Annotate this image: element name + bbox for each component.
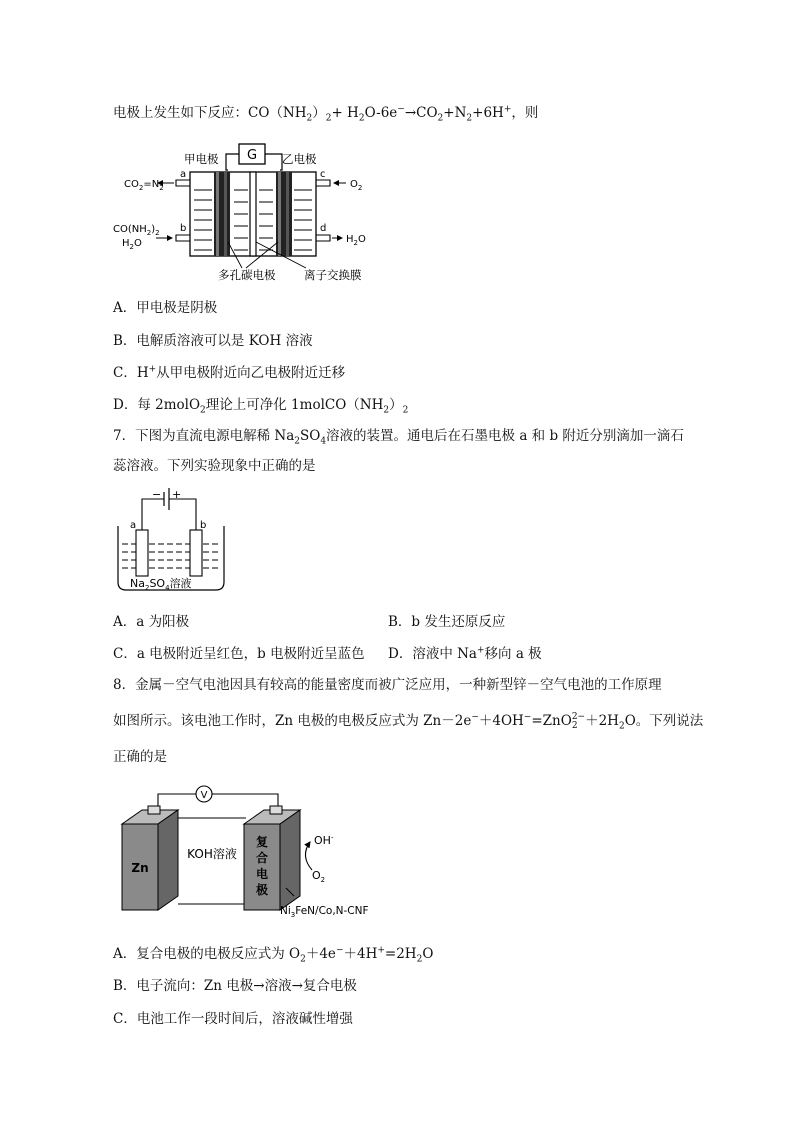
q6-stem-text: + H [331,105,359,121]
ion-exchange-membrane [250,172,256,256]
sub: 2 [294,436,300,447]
electrode-a-label: a [130,520,137,531]
galvanometer-label: G [246,148,258,163]
q6-option-b: B．电解质溶液可以是 KOH 溶液 [113,333,313,349]
composite-block-side [280,810,300,910]
sub: 2 [306,113,313,124]
q6-stem-text: 电极上发生如下反应：CO（NH [113,105,307,121]
q6-stem [113,103,538,123]
electrode-b-label: b [200,520,207,531]
q7-stem-line2: 蕊溶液。下列实验现象中正确的是 [113,458,316,474]
composite-label-char: 电 [255,867,269,881]
q6-option-d-text: D．每 2molO [113,397,201,413]
sub: 2 [383,405,390,416]
port-a-label: a [180,169,187,180]
sup: − [471,712,479,723]
sup: − [523,712,532,723]
port-c [316,180,330,186]
port-c-label: c [320,169,326,180]
circuit-wire [158,794,278,808]
hydroxide-label: OH- [314,834,334,847]
q6-option-d [113,395,408,415]
zn-label: Zn [131,861,149,875]
q6-option-d-text: 理论上可净化 1molCO（NH [205,397,384,413]
q8-option-a-text: ＋4H [343,946,378,962]
q8-option-a-text: A．复合电极的电极反应式为 O [113,946,301,962]
electrode-a [136,530,148,576]
sup: + [148,364,157,375]
co2-n2-label: $CO_2=N_2$ [124,179,164,192]
q8-stem-text: =ZnO [531,713,572,729]
jia-electrode-label: 甲电极 [184,152,219,166]
q6-stem-text: O-6e [364,105,398,121]
composite-label-char: 合 [255,851,269,865]
q7-stem-line1 [113,426,684,446]
q8-stem-text: ＋4OH [478,713,524,729]
q8-stem-line1: 8．金属－空气电池因具有较高的能量密度而被广泛应用，一种新型锌－空气电池的工作原理 [113,677,662,693]
q8-stem-line3: 正确的是 [113,749,167,765]
voltmeter-label: V [200,790,208,801]
sub: 2 [466,113,473,124]
sub: 2 [618,721,625,732]
sub: 2 [325,113,332,124]
q7-stem-text: 7．下图为直流电源电解稀 Na [113,428,295,444]
q6-option-c-text: C．H [113,365,149,381]
q6-stem-text: ，则 [511,105,539,121]
sup: 2− [571,711,586,722]
catalyst-label: $Ni_3FeN/Co,N$-CNF [280,905,369,919]
zincate-scripts [572,713,585,731]
sub: 2 [402,405,409,416]
q6-stem-text: →CO [404,105,438,121]
reaction-arrow [305,842,312,870]
q8-option-a-text: ＋4e [305,946,336,962]
composite-label-char: 复 [255,835,269,849]
q7-stem-text: 溶液的装置。通电后在石墨电极 a 和 b 附近分别滴加一滴石 [326,428,684,444]
port-b-label: b [180,223,187,234]
sup: − [335,945,344,956]
q7-option-d-text: D．溶液中 Na [388,646,477,662]
q8-option-c: C．电池工作一段时间后，溶液碱性增强 [113,1011,353,1027]
battery-negative-sign: − [152,488,162,501]
q7-option-d [388,644,542,664]
battery-positive-sign: + [172,488,182,501]
port-d-label: d [320,223,327,234]
q8-option-b: B．电子流向：Zn 电极→溶液→复合电极 [113,978,357,994]
q7-option-d-text: 移向 a 极 [484,646,542,662]
q6-option-c-text: 从甲电极附近向乙电极附近迁移 [156,365,346,381]
q8-option-a-text: O [422,946,434,962]
q8-stem-text: O。下列说法 [624,713,704,729]
sub: 2 [571,720,578,731]
electrolyte-left [194,190,212,250]
q7-stem-text: SO [299,428,321,444]
q8-stem-text: ＋2H [585,713,619,729]
port-d [316,235,330,241]
q8-stem-line2 [113,711,703,731]
oxygen-label: $O_2$ [312,869,326,884]
sub: 4 [320,436,327,447]
o2-input-label: $O_2$ [350,179,363,192]
q8-stem-text: 如图所示。该电池工作时，Zn 电极的电极反应式为 Zn－2e [113,713,472,729]
koh-solution-label: KOH溶液 [187,847,237,861]
q6-stem-text: +6H [472,105,504,121]
solution-label: $Na_2SO_4$溶液 [130,577,192,592]
h2o-output-label: $H_2O$ [346,234,366,247]
electrolyte-right [294,190,312,250]
sub: 2 [437,113,444,124]
h2o-input-label: $H_2O$ [122,238,142,251]
yi-electrode-label: 乙电极 [282,152,317,166]
sub: 2 [416,954,423,965]
sup: + [503,104,512,115]
composite-terminal [270,806,282,814]
q8-option-a-text: =2H [384,946,417,962]
port-a [176,180,190,186]
urea-input-label: $CO(NH_2)_2$ [113,224,160,237]
q7-option-c: C．a 电极附近呈红色，b 电极附近呈蓝色 [113,646,365,662]
zn-block-side [158,810,178,910]
composite-label-char: 极 [255,883,269,897]
q6-stem-text: ） [312,105,326,121]
sup: + [377,945,385,956]
q6-option-c [113,363,345,383]
porous-carbon-label: 多孔碳电极 [218,268,276,282]
membrane-label: 离子交换膜 [304,268,362,282]
q8-zinc-air-battery-diagram [118,784,400,920]
q7-electrolysis-diagram [112,486,230,598]
electrode-b [190,530,202,576]
sub: 2 [358,113,365,124]
q6-fuel-cell-diagram [110,142,390,284]
q8-option-a [113,944,433,964]
sup: + [476,645,485,656]
sup: − [397,104,405,115]
zn-terminal [148,806,160,814]
q7-option-b: B．b 发生还原反应 [388,614,506,630]
q6-stem-text: +N [443,105,467,121]
q7-option-a: A．a 为阳极 [113,614,190,630]
q6-option-a: A．甲电极是阴极 [113,300,218,316]
sub: 2 [200,405,206,416]
port-b [176,235,190,241]
q6-option-d-text: ） [389,397,403,413]
sub: 2 [300,954,306,965]
